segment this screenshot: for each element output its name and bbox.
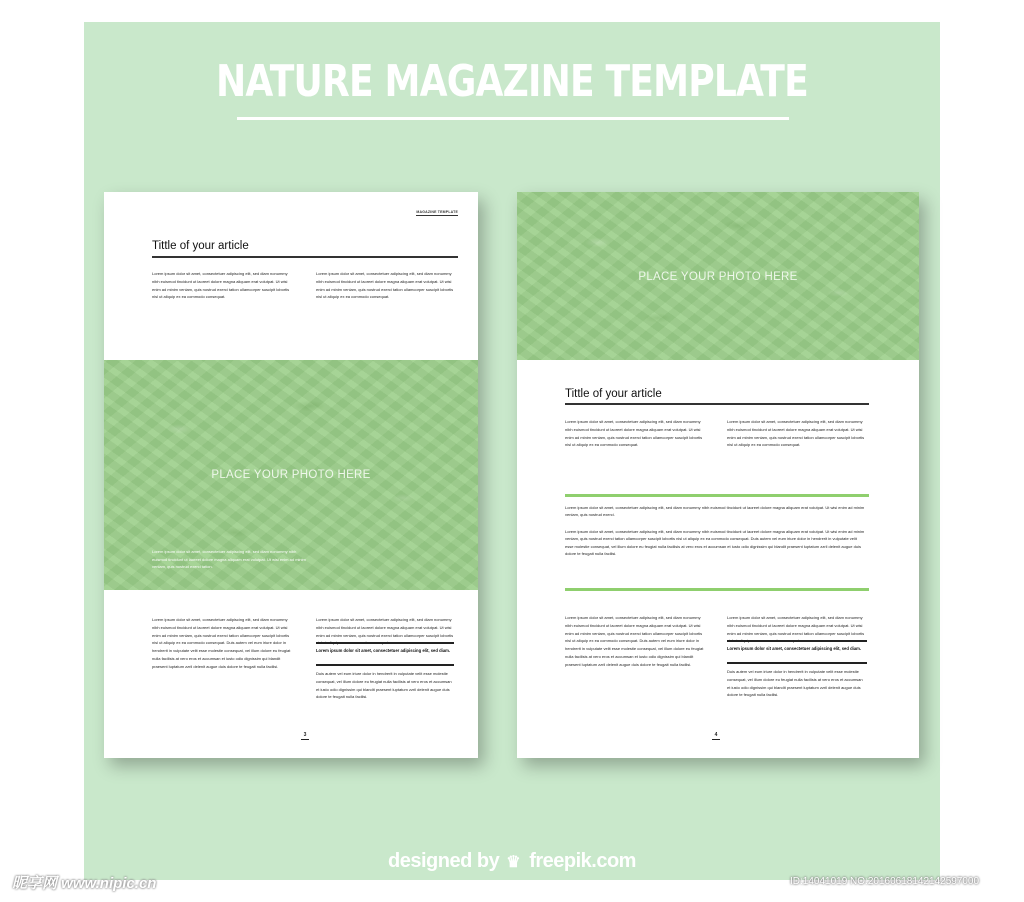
body-column-5: Duis autem vel eum iriure dolor in hendrerit in vulputate velit esse molestie consequat, vel illum dolore eu feugiat nulla facilisis at vero eros et accumsan et iusto odio dignissim qui blandit praesent luptatum zzril delenit augue duis dolore te feugait nulla facilisi.	[727, 669, 863, 698]
page-number: 4	[712, 732, 720, 740]
heading-rule	[237, 117, 789, 120]
article-title: Tittle of your article	[565, 388, 662, 400]
quote-rule-top	[727, 640, 867, 642]
photo-placeholder[interactable]	[104, 360, 478, 590]
body-column-3: Lorem ipsum dolor sit amet, consectetuer adipiscing elit, sed diam nonummy nibh euismod tincidunt ut laoreet dolore magna aliquam erat volutpat. Ut wisi enim ad minim veniam, quis nostrud exerci tation ullamcorper suscipit lobortis nisl ut aliquip ex ea commodo consequat. Duis autem vel eum iriure dolor in hendrerit in vulputate velit esse molestie consequat, vel illum dolore eu feugiat nulla facilisis at vero eros et accumsan et iusto odio dignissim qui blandit praesent luptatum zzril delenit augue duis dolore te feugait nulla facilisi.	[565, 615, 704, 667]
pull-quote: Lorem ipsum dolor sit amet, consectetuer adipiscing elit, sed diam.	[727, 646, 862, 651]
quote-rule-bottom	[316, 664, 454, 666]
title-underline	[152, 256, 458, 258]
body-column-2: Lorem ipsum dolor sit amet, consectetuer adipiscing elit, sed diam nonummy nibh euismod tincidunt ut laoreet dolore magna aliquam erat volutpat. Ut wisi enim ad minim veniam, quis nostrud exerci tation ullamcorper suscipit lobortis nisl ut aliquip ex ea commodo consequat.	[316, 271, 454, 300]
pull-quote: Lorem ipsum dolor sit amet, consectetuer adipiscing elit, sed diam.	[316, 648, 451, 653]
article-title: Tittle of your article	[152, 240, 249, 252]
body-column-2: Lorem ipsum dolor sit amet, consectetuer adipiscing elit, sed diam nonummy nibh euismod tincidunt ut laoreet dolore magna aliquam erat volutpat. Ut wisi enim ad minim veniam, quis nostrud exerci tation ullamcorper suscipit lobortis nisl ut aliquip ex ea commodo consequat.	[727, 419, 865, 448]
background-panel	[84, 22, 940, 880]
photo-placeholder-label: PLACE YOUR PHOTO HERE	[638, 271, 798, 283]
wide-intro: Lorem ipsum dolor sit amet, consectetuer adipiscing elit, sed diam nonummy nibh euismod tincidunt ut laoreet dolore magna aliquam erat volutpat. Ut wisi enim ad minim veniam, quis nostrud exerci.	[565, 505, 865, 518]
highlight-rule-top	[565, 494, 869, 497]
credit-brand: freepik.com	[529, 850, 636, 872]
body-column-1: Lorem ipsum dolor sit amet, consectetuer adipiscing elit, sed diam nonummy nibh euismod tincidunt ut laoreet dolore magna aliquam erat volutpat. Ut wisi enim ad minim veniam, quis nostrud exerci tation ullamcorper suscipit lobortis nisl ut aliquip ex ea commodo consequat.	[152, 271, 290, 300]
wide-body: Lorem ipsum dolor sit amet, consectetuer adipiscing elit, sed diam nonummy nibh euismod tincidunt ut laoreet dolore magna aliquam erat volutpat. Ut wisi enim ad minim veniam, quis nostrud exerci tation ullamcorper suscipit lobortis nisl ut aliquip ex ea commodo consequat. Duis autem vel eum iriure dolor in hendrerit in vulputate velit esse molestie consequat, vel illum dolore eu feugiat nulla facilisis at vero eros et accumsan et iusto odio dignissim qui blandit praesent luptatum zzril delenit augue duis dolore te feugait nulla facilisi.	[565, 529, 865, 557]
body-column-3: Lorem ipsum dolor sit amet, consectetuer adipiscing elit, sed diam nonummy nibh euismod tincidunt ut laoreet dolore magna aliquam erat volutpat. Ut wisi enim ad minim veniam, quis nostrud exerci tation ullamcorper suscipit lobortis nisl ut aliquip ex ea commodo consequat. Duis autem vel eum iriure dolor in hendrerit in vulputate velit esse molestie consequat, vel illum dolore eu feugiat nulla facilisis at vero eros et accumsan et iusto odio dignissim qui blandit praesent luptatum zzril delenit augue duis dolore te feugait nulla facilisi.	[152, 617, 291, 669]
quote-rule-top	[316, 642, 454, 644]
page-number: 3	[301, 732, 309, 740]
designer-credit	[84, 850, 940, 873]
body-column-5: Duis autem vel eum iriure dolor in hendrerit in vulputate velit esse molestie consequat, vel illum dolore eu feugiat nulla facilisis at vero eros et accumsan et iusto odio dignissim qui blandit praesent luptatum zzril delenit augue duis dolore te feugait nulla facilisi.	[316, 671, 452, 700]
watermark-left: 昵享网 www.nipic.cn	[12, 875, 157, 892]
crown-icon: ♛	[506, 854, 521, 871]
title-underline	[565, 403, 869, 405]
photo-placeholder[interactable]	[517, 192, 919, 360]
body-column-4: Lorem ipsum dolor sit amet, consectetuer adipiscing elit, sed diam nonummy nibh euismod tincidunt ut laoreet dolore magna aliquam erat volutpat. Ut wisi enim ad minim veniam, quis nostrud exerci tation ullamcorper suscipit lobortis	[727, 615, 865, 636]
body-column-4: Lorem ipsum dolor sit amet, consectetuer adipiscing elit, sed diam nonummy nibh euismod tincidunt ut laoreet dolore magna aliquam erat volutpat. Ut wisi enim ad minim veniam, quis nostrud exerci tation ullamcorper suscipit lobortis	[316, 617, 454, 638]
credit-prefix: designed by	[388, 850, 500, 872]
watermark-right: ID:14041019 NO:20160618142142597000	[790, 876, 980, 887]
highlight-rule-bottom	[565, 588, 869, 591]
body-column-1: Lorem ipsum dolor sit amet, consectetuer adipiscing elit, sed diam nonummy nibh euismod tincidunt ut laoreet dolore magna aliquam erat volutpat. Ut wisi enim ad minim veniam, quis nostrud exerci tation ullamcorper suscipit lobortis nisl ut aliquip ex ea commodo consequat.	[565, 419, 703, 448]
main-heading: NATURE MAGAZINE TEMPLATE	[216, 56, 808, 107]
right-page	[517, 192, 919, 758]
photo-caption: Lorem ipsum dolor sit amet, consectetuer adipiscing elit, sed diam nonummy nibh euismod tincidunt ut laoreet dolore magna aliquam erat volutpat. Ut wisi enim ad minim veniam, quis nostrud exerci tation.	[152, 549, 306, 569]
quote-rule-bottom	[727, 662, 867, 664]
header-tag: MAGAZINE TEMPLATE	[416, 210, 458, 214]
photo-placeholder-label: PLACE YOUR PHOTO HERE	[211, 469, 371, 481]
left-page	[104, 192, 478, 758]
